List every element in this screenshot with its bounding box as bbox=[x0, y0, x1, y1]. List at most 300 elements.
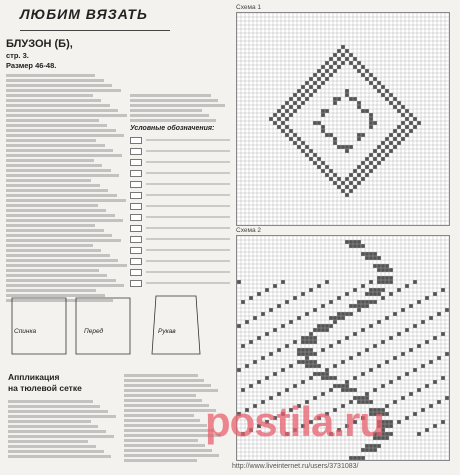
chart-cell bbox=[301, 380, 305, 384]
chart-cell bbox=[393, 97, 397, 101]
chart-cell bbox=[321, 109, 325, 113]
chart-cell bbox=[301, 336, 305, 340]
chart-cell bbox=[245, 364, 249, 368]
chart-cell bbox=[257, 336, 261, 340]
chart-cell bbox=[361, 244, 365, 248]
chart-cell bbox=[313, 372, 317, 376]
chart-cell bbox=[413, 368, 417, 372]
chart-cell bbox=[369, 292, 373, 296]
chart-cell bbox=[273, 121, 277, 125]
chart-cell bbox=[313, 352, 317, 356]
chart-cell bbox=[305, 145, 309, 149]
chart-cell bbox=[317, 284, 321, 288]
chart-cell bbox=[325, 133, 329, 137]
chart-cell bbox=[325, 77, 329, 81]
chart-cell bbox=[337, 312, 341, 316]
text-line bbox=[6, 79, 104, 82]
chart-cell bbox=[341, 45, 345, 49]
chart-cell bbox=[281, 324, 285, 328]
chart-cell bbox=[341, 388, 345, 392]
chart-cell bbox=[337, 145, 341, 149]
chart-cell bbox=[309, 360, 313, 364]
chart-cell bbox=[349, 53, 353, 57]
header-rule bbox=[20, 30, 170, 31]
legend-row bbox=[130, 223, 230, 233]
text-line bbox=[6, 199, 126, 202]
chart-cell bbox=[337, 177, 341, 181]
chart-cell bbox=[345, 145, 349, 149]
text-line bbox=[8, 435, 114, 438]
text-line bbox=[124, 414, 194, 417]
chart-cell bbox=[429, 404, 433, 408]
chart-cell bbox=[405, 109, 409, 113]
chart-cell bbox=[361, 65, 365, 69]
chart-cell bbox=[333, 141, 337, 145]
chart-cell bbox=[321, 376, 325, 380]
chart-cell bbox=[281, 280, 285, 284]
chart-cell bbox=[357, 69, 361, 73]
chart-cell bbox=[373, 85, 377, 89]
chart-cell bbox=[237, 280, 241, 284]
chart-cell bbox=[277, 109, 281, 113]
legend-row bbox=[130, 267, 230, 277]
text-line bbox=[124, 459, 197, 462]
text-line bbox=[8, 455, 111, 458]
text-line bbox=[6, 114, 127, 117]
chart-cell bbox=[365, 448, 369, 452]
text-line bbox=[6, 159, 94, 162]
chart-cell bbox=[365, 165, 369, 169]
legend-text-placeholder bbox=[146, 216, 230, 218]
text-line bbox=[8, 425, 98, 428]
chart-cell bbox=[397, 109, 401, 113]
legend-symbol bbox=[130, 203, 142, 210]
chart-cell bbox=[345, 177, 349, 181]
chart-cell bbox=[381, 93, 385, 97]
chart-cell bbox=[317, 364, 321, 368]
page-header bbox=[0, 0, 230, 34]
chart-cell bbox=[317, 372, 321, 376]
chart-cell bbox=[305, 348, 309, 352]
left-column bbox=[6, 38, 128, 304]
chart-cell bbox=[261, 312, 265, 316]
legend-row bbox=[130, 190, 230, 200]
chart-cell bbox=[445, 396, 449, 400]
chart-cell bbox=[277, 348, 281, 352]
chart-cell bbox=[425, 428, 429, 432]
chart-cell bbox=[433, 424, 437, 428]
text-line bbox=[8, 405, 100, 408]
chart-cell bbox=[349, 312, 353, 316]
chart-cell bbox=[257, 292, 261, 296]
chart-cell bbox=[405, 416, 409, 420]
chart-cell bbox=[349, 97, 353, 101]
chart-cell bbox=[329, 169, 333, 173]
text-line bbox=[124, 444, 205, 447]
chart-cell bbox=[361, 161, 365, 165]
chart-cell bbox=[321, 65, 325, 69]
chart-cell bbox=[349, 388, 353, 392]
text-line bbox=[6, 129, 116, 132]
chart-cell bbox=[297, 137, 301, 141]
chart-cell bbox=[373, 344, 377, 348]
chart-cell bbox=[405, 117, 409, 121]
text-line bbox=[8, 445, 96, 448]
text-line bbox=[6, 259, 118, 262]
chart-cell bbox=[417, 300, 421, 304]
chart-cell bbox=[445, 308, 449, 312]
chart-cell bbox=[377, 288, 381, 292]
chart-cell bbox=[345, 240, 349, 244]
chart-cell bbox=[401, 121, 405, 125]
chart-cell bbox=[409, 121, 413, 125]
legend-symbol bbox=[130, 236, 142, 243]
text-line bbox=[6, 124, 107, 127]
chart-cell bbox=[329, 376, 333, 380]
legend-symbol bbox=[130, 269, 142, 276]
legend-row bbox=[130, 212, 230, 222]
chart-cell bbox=[365, 292, 369, 296]
chart-cell bbox=[305, 356, 309, 360]
chart-cell bbox=[329, 57, 333, 61]
chart-cell bbox=[409, 348, 413, 352]
chart-cell bbox=[353, 169, 357, 173]
chart-cell bbox=[321, 125, 325, 129]
chart-cell bbox=[361, 456, 365, 460]
chart-cell bbox=[365, 69, 369, 73]
chart-cell bbox=[385, 412, 389, 416]
chart-cell bbox=[377, 153, 381, 157]
chart-cell bbox=[345, 89, 349, 93]
chart-cell bbox=[377, 280, 381, 284]
chart-cell bbox=[249, 296, 253, 300]
front-label: Перед bbox=[84, 328, 104, 335]
chart-cell bbox=[325, 368, 329, 372]
chart-cell bbox=[301, 352, 305, 356]
text-line bbox=[6, 169, 111, 172]
text-line bbox=[6, 179, 91, 182]
chart-cell bbox=[345, 185, 349, 189]
chart-cell bbox=[333, 53, 337, 57]
chart-cell bbox=[365, 392, 369, 396]
text-line bbox=[6, 244, 93, 247]
chart-cell bbox=[357, 137, 361, 141]
chart-cell bbox=[413, 280, 417, 284]
legend-text-placeholder bbox=[146, 271, 230, 273]
legend-row bbox=[130, 179, 230, 189]
chart-cell bbox=[325, 173, 329, 177]
chart-cell bbox=[409, 113, 413, 117]
chart-cell bbox=[293, 93, 297, 97]
chart-cell bbox=[329, 300, 333, 304]
chart-cell bbox=[397, 420, 401, 424]
chart-cell bbox=[353, 240, 357, 244]
chart-cell bbox=[341, 384, 345, 388]
chart-cell bbox=[277, 125, 281, 129]
chart-cell bbox=[429, 316, 433, 320]
front-piece bbox=[76, 298, 130, 354]
chart-cell bbox=[389, 380, 393, 384]
text-line bbox=[124, 394, 196, 397]
chart-cell bbox=[401, 352, 405, 356]
chart-cell bbox=[369, 256, 373, 260]
chart-cell bbox=[413, 412, 417, 416]
chart-cell bbox=[309, 336, 313, 340]
chart-cell bbox=[381, 296, 385, 300]
chart-cell bbox=[373, 264, 377, 268]
chart-cell bbox=[309, 376, 313, 380]
chart-cell bbox=[377, 145, 381, 149]
text-line bbox=[6, 184, 100, 187]
chart-cell bbox=[305, 89, 309, 93]
chart-cell bbox=[365, 77, 369, 81]
chart-cell bbox=[353, 244, 357, 248]
chart-cell bbox=[353, 65, 357, 69]
chart-cell bbox=[369, 368, 373, 372]
chart-cell bbox=[301, 93, 305, 97]
chart-cell bbox=[337, 185, 341, 189]
chart-cell bbox=[345, 49, 349, 53]
chart-cell bbox=[369, 125, 373, 129]
chart-cell bbox=[397, 125, 401, 129]
chart-cell bbox=[377, 256, 381, 260]
text-line bbox=[6, 189, 108, 192]
chart-cell bbox=[389, 292, 393, 296]
chart-cell bbox=[365, 256, 369, 260]
chart-cell bbox=[377, 268, 381, 272]
chart-cell bbox=[293, 109, 297, 113]
chart-cell bbox=[313, 336, 317, 340]
chart-cell bbox=[321, 113, 325, 117]
text-line bbox=[130, 94, 211, 97]
legend bbox=[130, 125, 230, 289]
legend-text-placeholder bbox=[146, 205, 230, 207]
legend-symbol bbox=[130, 280, 142, 287]
chart-cell bbox=[273, 284, 277, 288]
chart-cell bbox=[345, 336, 349, 340]
chart-cell bbox=[301, 101, 305, 105]
chart-cell bbox=[441, 332, 445, 336]
chart-cell bbox=[289, 105, 293, 109]
legend-symbol bbox=[130, 159, 142, 166]
chart-cell bbox=[265, 332, 269, 336]
chart-cell bbox=[301, 340, 305, 344]
text-line bbox=[130, 114, 209, 117]
chart-cell bbox=[329, 324, 333, 328]
text-line bbox=[124, 449, 212, 452]
chart-cell bbox=[329, 316, 333, 320]
chart-cell bbox=[353, 456, 357, 460]
chart-cell bbox=[381, 264, 385, 268]
chart-cell bbox=[289, 364, 293, 368]
chart-cell bbox=[341, 189, 345, 193]
chart-cell bbox=[269, 117, 273, 121]
chart-cell bbox=[369, 153, 373, 157]
chart-cell bbox=[389, 149, 393, 153]
chart-cell bbox=[409, 129, 413, 133]
chart-cell bbox=[345, 384, 349, 388]
chart-cell bbox=[337, 97, 341, 101]
chart-cell bbox=[309, 93, 313, 97]
chart-cell bbox=[385, 276, 389, 280]
pattern-schematics bbox=[6, 288, 202, 360]
chart-cell bbox=[425, 384, 429, 388]
chart-cell bbox=[369, 169, 373, 173]
chart-cell bbox=[321, 328, 325, 332]
chart-cell bbox=[393, 145, 397, 149]
chart-cell bbox=[269, 308, 273, 312]
chart-cell bbox=[373, 448, 377, 452]
chart-cell bbox=[297, 360, 301, 364]
text-line bbox=[124, 424, 207, 427]
chart-cell bbox=[401, 113, 405, 117]
text-line bbox=[130, 109, 202, 112]
chart-cell bbox=[317, 121, 321, 125]
chart-cell bbox=[373, 149, 377, 153]
chart-cell bbox=[297, 352, 301, 356]
chart-cell bbox=[253, 316, 257, 320]
chart-cell bbox=[289, 97, 293, 101]
chart-cell bbox=[437, 356, 441, 360]
legend-title: Условные обозначения: bbox=[130, 125, 215, 132]
chart-cell bbox=[313, 328, 317, 332]
source-url: http://www.liveinternet.ru/users/3731083/ bbox=[232, 463, 359, 470]
chart-cell bbox=[405, 328, 409, 332]
chart-cell bbox=[321, 161, 325, 165]
chart-cell bbox=[333, 61, 337, 65]
section-title: ЛЮБИМ ВЯЗАТЬ bbox=[20, 6, 148, 22]
chart-cell bbox=[329, 133, 333, 137]
chart-cell bbox=[329, 344, 333, 348]
legend-text-placeholder bbox=[146, 183, 230, 185]
chart-cell bbox=[285, 125, 289, 129]
chart-cell bbox=[389, 276, 393, 280]
chart-cell bbox=[285, 388, 289, 392]
chart-cell bbox=[341, 53, 345, 57]
text-line bbox=[6, 144, 105, 147]
chart-cell bbox=[385, 420, 389, 424]
chart-cell bbox=[325, 372, 329, 376]
chart2-label: Схема 2 bbox=[236, 227, 261, 234]
text-line bbox=[6, 74, 95, 77]
text-line bbox=[6, 269, 99, 272]
chart-cell bbox=[365, 304, 369, 308]
chart-cell bbox=[357, 304, 361, 308]
chart-cell bbox=[305, 360, 309, 364]
legend-symbol bbox=[130, 181, 142, 188]
chart-cell bbox=[313, 364, 317, 368]
text-line bbox=[8, 400, 93, 403]
chart-cell bbox=[333, 384, 337, 388]
chart-cell bbox=[309, 340, 313, 344]
chart-cell bbox=[333, 173, 337, 177]
chart-cell bbox=[421, 408, 425, 412]
legend-row bbox=[130, 245, 230, 255]
chart-cell bbox=[385, 264, 389, 268]
chart-cell bbox=[353, 388, 357, 392]
chart-cell bbox=[429, 360, 433, 364]
chart-cell bbox=[285, 101, 289, 105]
applique-title: Аппликация на тюлевой сетке bbox=[8, 372, 82, 393]
chart-cell bbox=[369, 324, 373, 328]
text-line bbox=[6, 209, 106, 212]
chart-cell bbox=[361, 284, 365, 288]
text-line bbox=[124, 454, 219, 457]
legend-row bbox=[130, 256, 230, 266]
chart-cell bbox=[401, 129, 405, 133]
chart-cell bbox=[297, 348, 301, 352]
chart-cell bbox=[361, 177, 365, 181]
chart-cell bbox=[321, 129, 325, 133]
text-line bbox=[6, 139, 96, 142]
chart-cell bbox=[393, 105, 397, 109]
chart-cell bbox=[381, 384, 385, 388]
text-line bbox=[124, 384, 211, 387]
chart-cell bbox=[389, 420, 393, 424]
chart-cell bbox=[353, 376, 357, 380]
chart-cell bbox=[361, 304, 365, 308]
chart-cell bbox=[377, 320, 381, 324]
chart-cell bbox=[325, 61, 329, 65]
legend-symbol bbox=[130, 225, 142, 232]
sleeve-label: Рукав bbox=[158, 328, 176, 335]
chart-cell bbox=[373, 288, 377, 292]
text-line bbox=[6, 279, 116, 282]
chart-cell bbox=[313, 161, 317, 165]
chart-cell bbox=[265, 376, 269, 380]
chart-cell bbox=[441, 420, 445, 424]
chart-cell bbox=[373, 77, 377, 81]
chart-cell bbox=[293, 296, 297, 300]
chart-cell bbox=[257, 380, 261, 384]
chart-cell bbox=[441, 288, 445, 292]
chart-cell bbox=[301, 292, 305, 296]
chart-cell bbox=[373, 252, 377, 256]
text-line bbox=[6, 234, 112, 237]
chart-cell bbox=[309, 332, 313, 336]
chart-cell bbox=[353, 177, 357, 181]
legend-symbol bbox=[130, 148, 142, 155]
text-line bbox=[6, 154, 122, 157]
applique-text-placeholder bbox=[8, 398, 118, 460]
text-line bbox=[6, 119, 99, 122]
chart-cell bbox=[321, 73, 325, 77]
chart-cell bbox=[357, 105, 361, 109]
chart-cell bbox=[393, 400, 397, 404]
chart-cell bbox=[381, 340, 385, 344]
chart-cell bbox=[393, 137, 397, 141]
chart-cell bbox=[381, 280, 385, 284]
chart-cell bbox=[313, 308, 317, 312]
chart-cell bbox=[405, 284, 409, 288]
legend-symbol bbox=[130, 258, 142, 265]
chart-cell bbox=[293, 141, 297, 145]
chart-cell bbox=[409, 304, 413, 308]
legend-text-placeholder bbox=[146, 172, 230, 174]
chart-cell bbox=[389, 93, 393, 97]
chart-cell bbox=[313, 121, 317, 125]
chart-cell bbox=[373, 292, 377, 296]
chart-cell bbox=[281, 129, 285, 133]
chart-cell bbox=[377, 264, 381, 268]
chart-cell bbox=[317, 77, 321, 81]
chart-cell bbox=[357, 101, 361, 105]
chart-cell bbox=[413, 117, 417, 121]
chart-cell bbox=[377, 89, 381, 93]
chart-cell bbox=[297, 97, 301, 101]
chart-cell bbox=[345, 292, 349, 296]
chart-cell bbox=[365, 252, 369, 256]
